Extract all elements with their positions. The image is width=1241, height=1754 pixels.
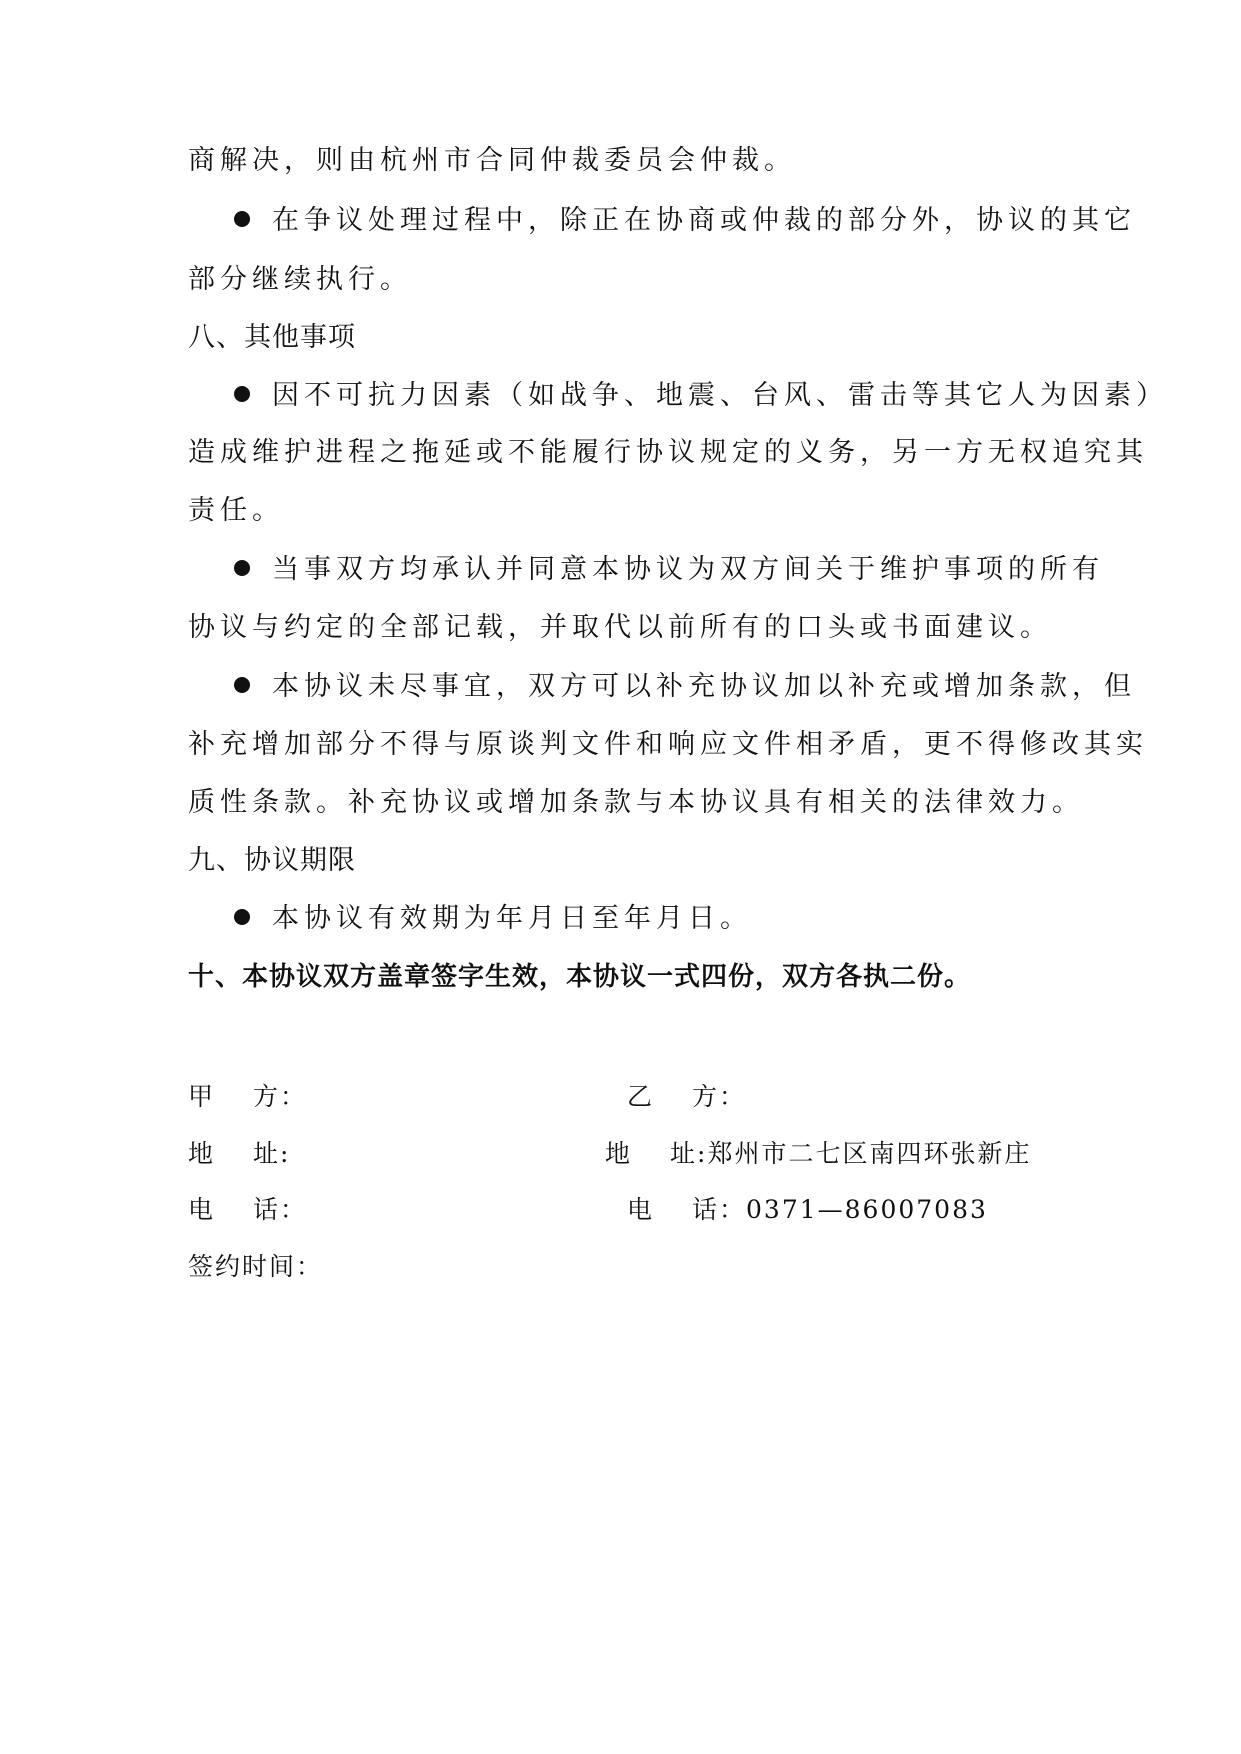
label-char: 地 — [605, 1139, 633, 1168]
bullet-item — [234, 203, 1136, 239]
label-char: 方： — [253, 1082, 308, 1111]
bullet-item — [234, 378, 1168, 414]
bullet-item — [234, 669, 1136, 705]
bullet-icon — [234, 909, 250, 925]
sign-date-label: 签约时间： — [188, 1252, 324, 1281]
paragraph-line: 责任。 — [188, 495, 284, 526]
paragraph-line: 质性条款。补充协议或增加条款与本协议具有相关的法律效力。 — [188, 787, 1084, 818]
label-char: 甲 — [188, 1082, 216, 1111]
bullet-item — [234, 901, 752, 937]
bullet-text: 在争议处理过程中，除正在协商或仲裁的部分外，协议的其它 — [272, 205, 1136, 236]
label-char: 话： — [253, 1195, 308, 1224]
bullet-icon — [234, 211, 250, 227]
bullet-icon — [234, 560, 250, 576]
label-char: 址: — [253, 1139, 291, 1168]
paragraph-line: 补充增加部分不得与原谈判文件和响应文件相矛盾，更不得修改其实 — [188, 729, 1148, 760]
section-heading: 九、协议期限 — [188, 845, 356, 876]
label-char: 电 — [627, 1195, 655, 1224]
section-heading: 八、其他事项 — [188, 322, 356, 353]
party-b-address-value: 郑州市二七区南四环张新庄 — [707, 1139, 1032, 1168]
paragraph-line: 商解决，则由杭州市合同仲裁委员会仲裁。 — [188, 145, 796, 176]
bullet-text: 本协议未尽事宜，双方可以补充协议加以补充或增加条款，但 — [272, 671, 1136, 702]
party-b-phone-value: 0371—86007083 — [746, 1195, 988, 1224]
label-char: 址: — [670, 1139, 708, 1168]
party-b-label — [627, 1080, 746, 1114]
label-char: 方： — [692, 1082, 747, 1111]
label-char: 电 — [188, 1195, 216, 1224]
party-a-label — [188, 1080, 307, 1114]
paragraph-line: 部分继续执行。 — [188, 264, 412, 295]
party-b-phone — [627, 1193, 988, 1227]
paragraph-line: 协议与约定的全部记载，并取代以前所有的口头或书面建议。 — [188, 612, 1052, 643]
bullet-text: 当事双方均承认并同意本协议为双方间关于维护事项的所有 — [272, 554, 1104, 585]
label-char: 乙 — [627, 1082, 655, 1111]
bullet-item — [234, 552, 1104, 588]
party-a-address-label — [188, 1137, 290, 1171]
bullet-icon — [234, 677, 250, 693]
label-char: 地 — [188, 1139, 216, 1168]
party-a-phone-label — [188, 1193, 307, 1227]
section-heading-bold: 十、本协议双方盖章签字生效，本协议一式四份，双方各执二份。 — [188, 962, 972, 992]
bullet-icon — [234, 386, 250, 402]
bullet-text: 本协议有效期为年月日至年月日。 — [272, 903, 752, 934]
party-b-address — [605, 1137, 1031, 1171]
bullet-text: 因不可抗力因素（如战争、地震、台风、雷击等其它人为因素） — [272, 380, 1168, 411]
paragraph-line: 造成维护进程之拖延或不能履行协议规定的义务，另一方无权追究其 — [188, 437, 1148, 468]
label-char: 话： — [692, 1195, 747, 1224]
